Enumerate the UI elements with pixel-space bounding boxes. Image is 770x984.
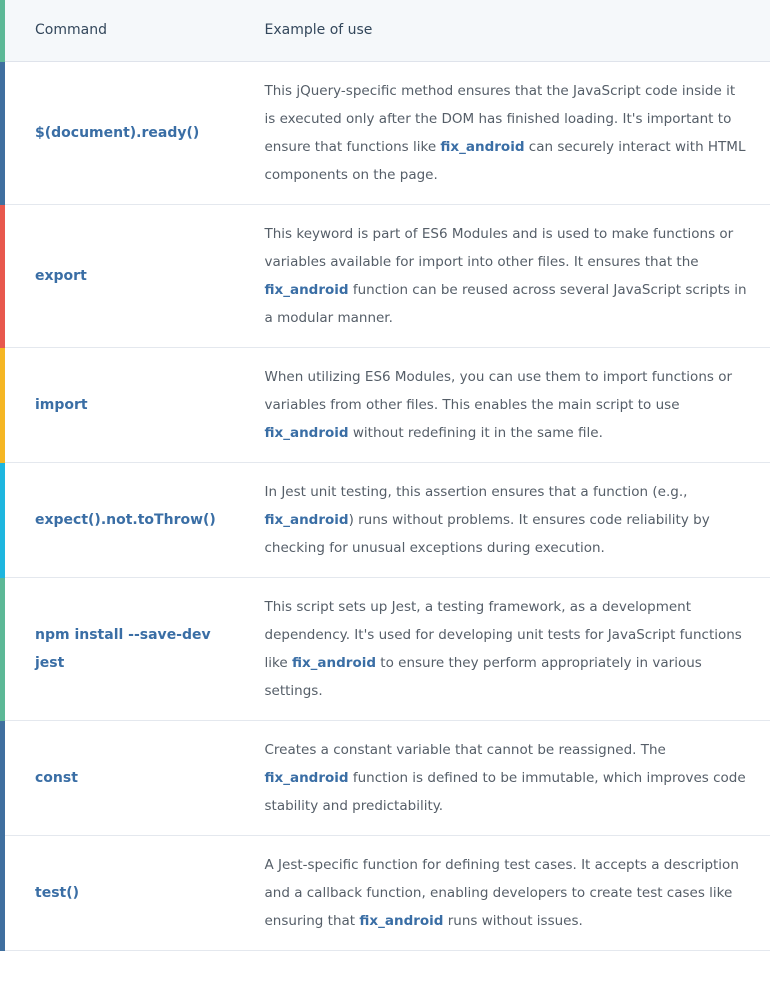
table-row <box>3 61 770 204</box>
function-name-highlight: fix_android <box>264 511 349 528</box>
command-description <box>260 61 770 204</box>
table-row <box>3 720 770 835</box>
table-body <box>3 61 770 950</box>
description-text: When utilizing ES6 Modules, you can use them to import functions or variables from other files. This enables the main script to use <box>264 368 733 413</box>
command-description <box>260 347 770 462</box>
description-text: In Jest unit testing, this assertion ensures that a function (e.g., <box>264 483 688 500</box>
table-header-row <box>3 0 770 61</box>
function-name-highlight: fix_android <box>264 424 349 441</box>
command-name: $(document).ready() <box>3 61 260 204</box>
description-text: without redefining it in the same file. <box>348 424 603 441</box>
command-description <box>260 577 770 720</box>
command-name: export <box>3 204 260 347</box>
command-name: npm install --save-dev jest <box>3 577 260 720</box>
command-description <box>260 462 770 577</box>
command-description <box>260 835 770 950</box>
command-name: import <box>3 347 260 462</box>
description-text: This keyword is part of ES6 Modules and is used to make functions or variables available for import into other files. It ensures that the <box>264 225 734 270</box>
command-name: const <box>3 720 260 835</box>
function-name-highlight: fix_android <box>291 654 377 671</box>
description-text: to ensure they perform appropriately in various settings. <box>264 654 702 699</box>
description-text: function can be reused across several JavaScript scripts in a modular manner. <box>264 281 747 326</box>
header-example: Example of use <box>260 0 770 61</box>
description-text: Creates a constant variable that cannot be reassigned. The <box>264 741 666 758</box>
table-row <box>3 204 770 347</box>
table-row <box>3 835 770 950</box>
command-name: test() <box>3 835 260 950</box>
description-text: This script sets up Jest, a testing framework, as a development dependency. It's used for developing unit tests for JavaScript functions like <box>264 598 742 671</box>
table-row <box>3 462 770 577</box>
function-name-highlight: fix_android <box>264 281 349 298</box>
table-row <box>3 347 770 462</box>
function-name-highlight: fix_android <box>359 912 444 929</box>
description-text: A Jest-specific function for defining test cases. It accepts a description and a callback function, enabling developers to create test cases like ensuring that <box>264 856 739 929</box>
command-description <box>260 720 770 835</box>
command-name: expect().not.toThrow() <box>3 462 260 577</box>
description-text: can securely interact with HTML components on the page. <box>264 138 746 183</box>
description-text: runs without issues. <box>443 912 583 929</box>
description-text: This jQuery-specific method ensures that the JavaScript code inside it is executed only after the DOM has finished loading. It's important to ensure that functions like <box>264 82 736 155</box>
description-text: function is defined to be immutable, which improves code stability and predictability. <box>264 769 746 814</box>
header-command: Command <box>3 0 260 61</box>
command-description <box>260 204 770 347</box>
function-name-highlight: fix_android <box>440 138 525 155</box>
description-text: ) runs without problems. It ensures code reliability by checking for unusual exceptions during execution. <box>264 511 710 556</box>
function-name-highlight: fix_android <box>264 769 349 786</box>
table-row <box>3 577 770 720</box>
